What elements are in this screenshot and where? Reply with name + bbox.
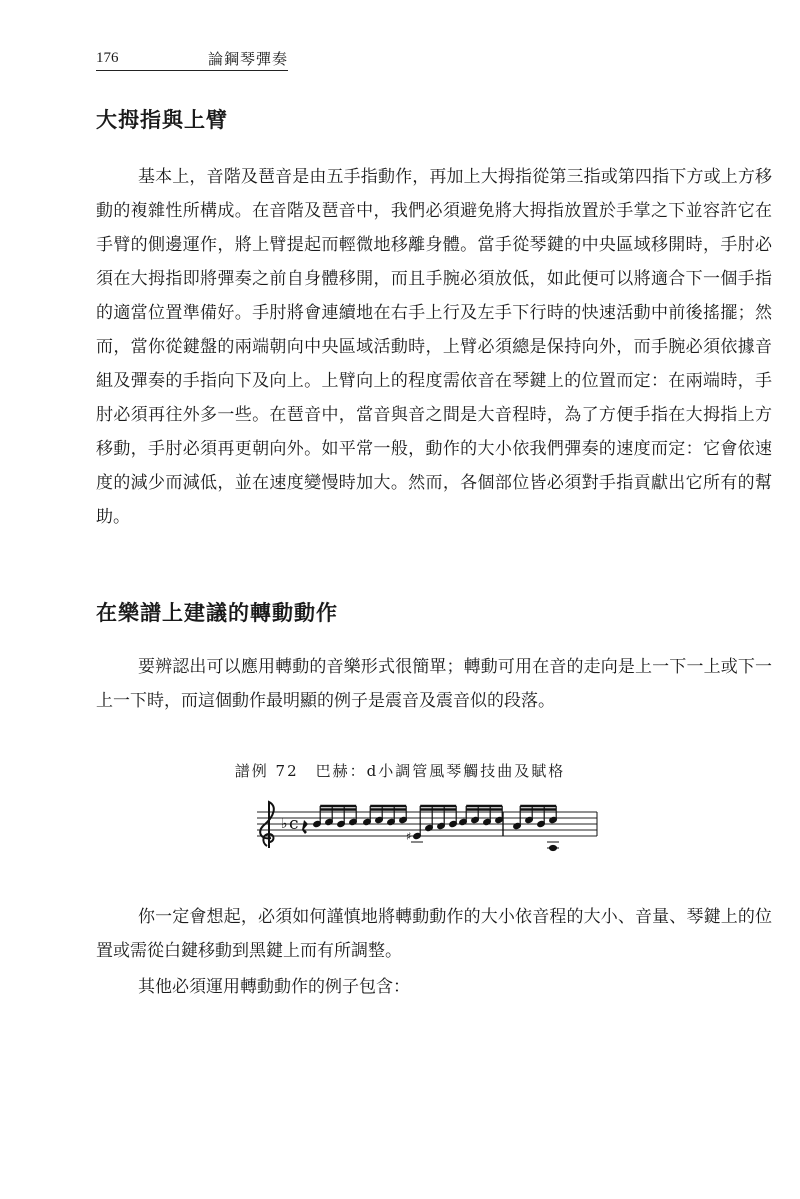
treble-clef-icon xyxy=(260,802,274,848)
body-paragraph: 其他必須運用轉動動作的例子包含： xyxy=(138,977,410,997)
note-group xyxy=(313,806,559,851)
note-head xyxy=(549,845,556,850)
running-title: 論鋼琴彈奏 xyxy=(207,50,288,68)
figure-caption: 譜例 72 巴赫：d小調管風琴觸技曲及賦格 xyxy=(234,762,566,780)
body-paragraph: 你一定會想起，必須如何謹慎地將轉動動作的大小依音程的大小、音量、琴鍵上的位置或需從白鍵移動到黑鍵上而有所調整。 xyxy=(96,907,772,961)
rest-icon xyxy=(302,820,308,834)
music-score-excerpt xyxy=(255,798,600,860)
body-paragraph: 要辨認出可以應用轉動的音樂形式很簡單；轉動可用在音的走向是上一下一上或下一上一下時，而這個動作最明顯的例子是震音及震音似的段落。 xyxy=(96,657,772,711)
section-heading-thumb-upper-arm: 大拇指與上臂 xyxy=(96,107,228,132)
flat-sign: ♭ xyxy=(281,816,288,832)
sharp-sign: ♯ xyxy=(406,830,412,843)
running-header xyxy=(96,48,288,71)
section-heading-rotation: 在樂譜上建議的轉動動作 xyxy=(96,600,338,625)
body-paragraph: 基本上，音階及琶音是由五手指動作，再加上大拇指從第三指或第四指下方或上方移動的複雜性所構成。在音階及琶音中，我們必須避免將大拇指放置於手掌之下並容許它在手臂的側邊運作，將上臂提起而輕微地移離身體。當手從琴鍵的中央區域移開時，手肘必須在大拇指即將彈奏之前自身體移開，而且手腕必須放低，如此便可以將適合下一個手指的適當位置準備好。手肘將會連續地在右手上行及左手下行時的快速活動中前後搖擺；然而，當你從鍵盤的兩端朝向中央區域活動時，上臂必須總是保持向外，而手腕必須依據音組及彈奏的手指向下及向上。上臂向上的程度需依音在琴鍵上的位置而定：在兩端時，手肘必須再往外多一些。在琶音中，當音與音之間是大音程時，為了方便手指在大拇指上方移動，手肘必須再更朝向外。如平常一般，動作的大小依我們彈奏的速度而定：它會依速度的減少而減低，並在速度變慢時加大。然而，各個部位皆必須對手指貢獻出它所有的幫助。 xyxy=(96,167,772,527)
page-number: 176 xyxy=(96,50,119,66)
time-signature: c xyxy=(289,814,299,834)
